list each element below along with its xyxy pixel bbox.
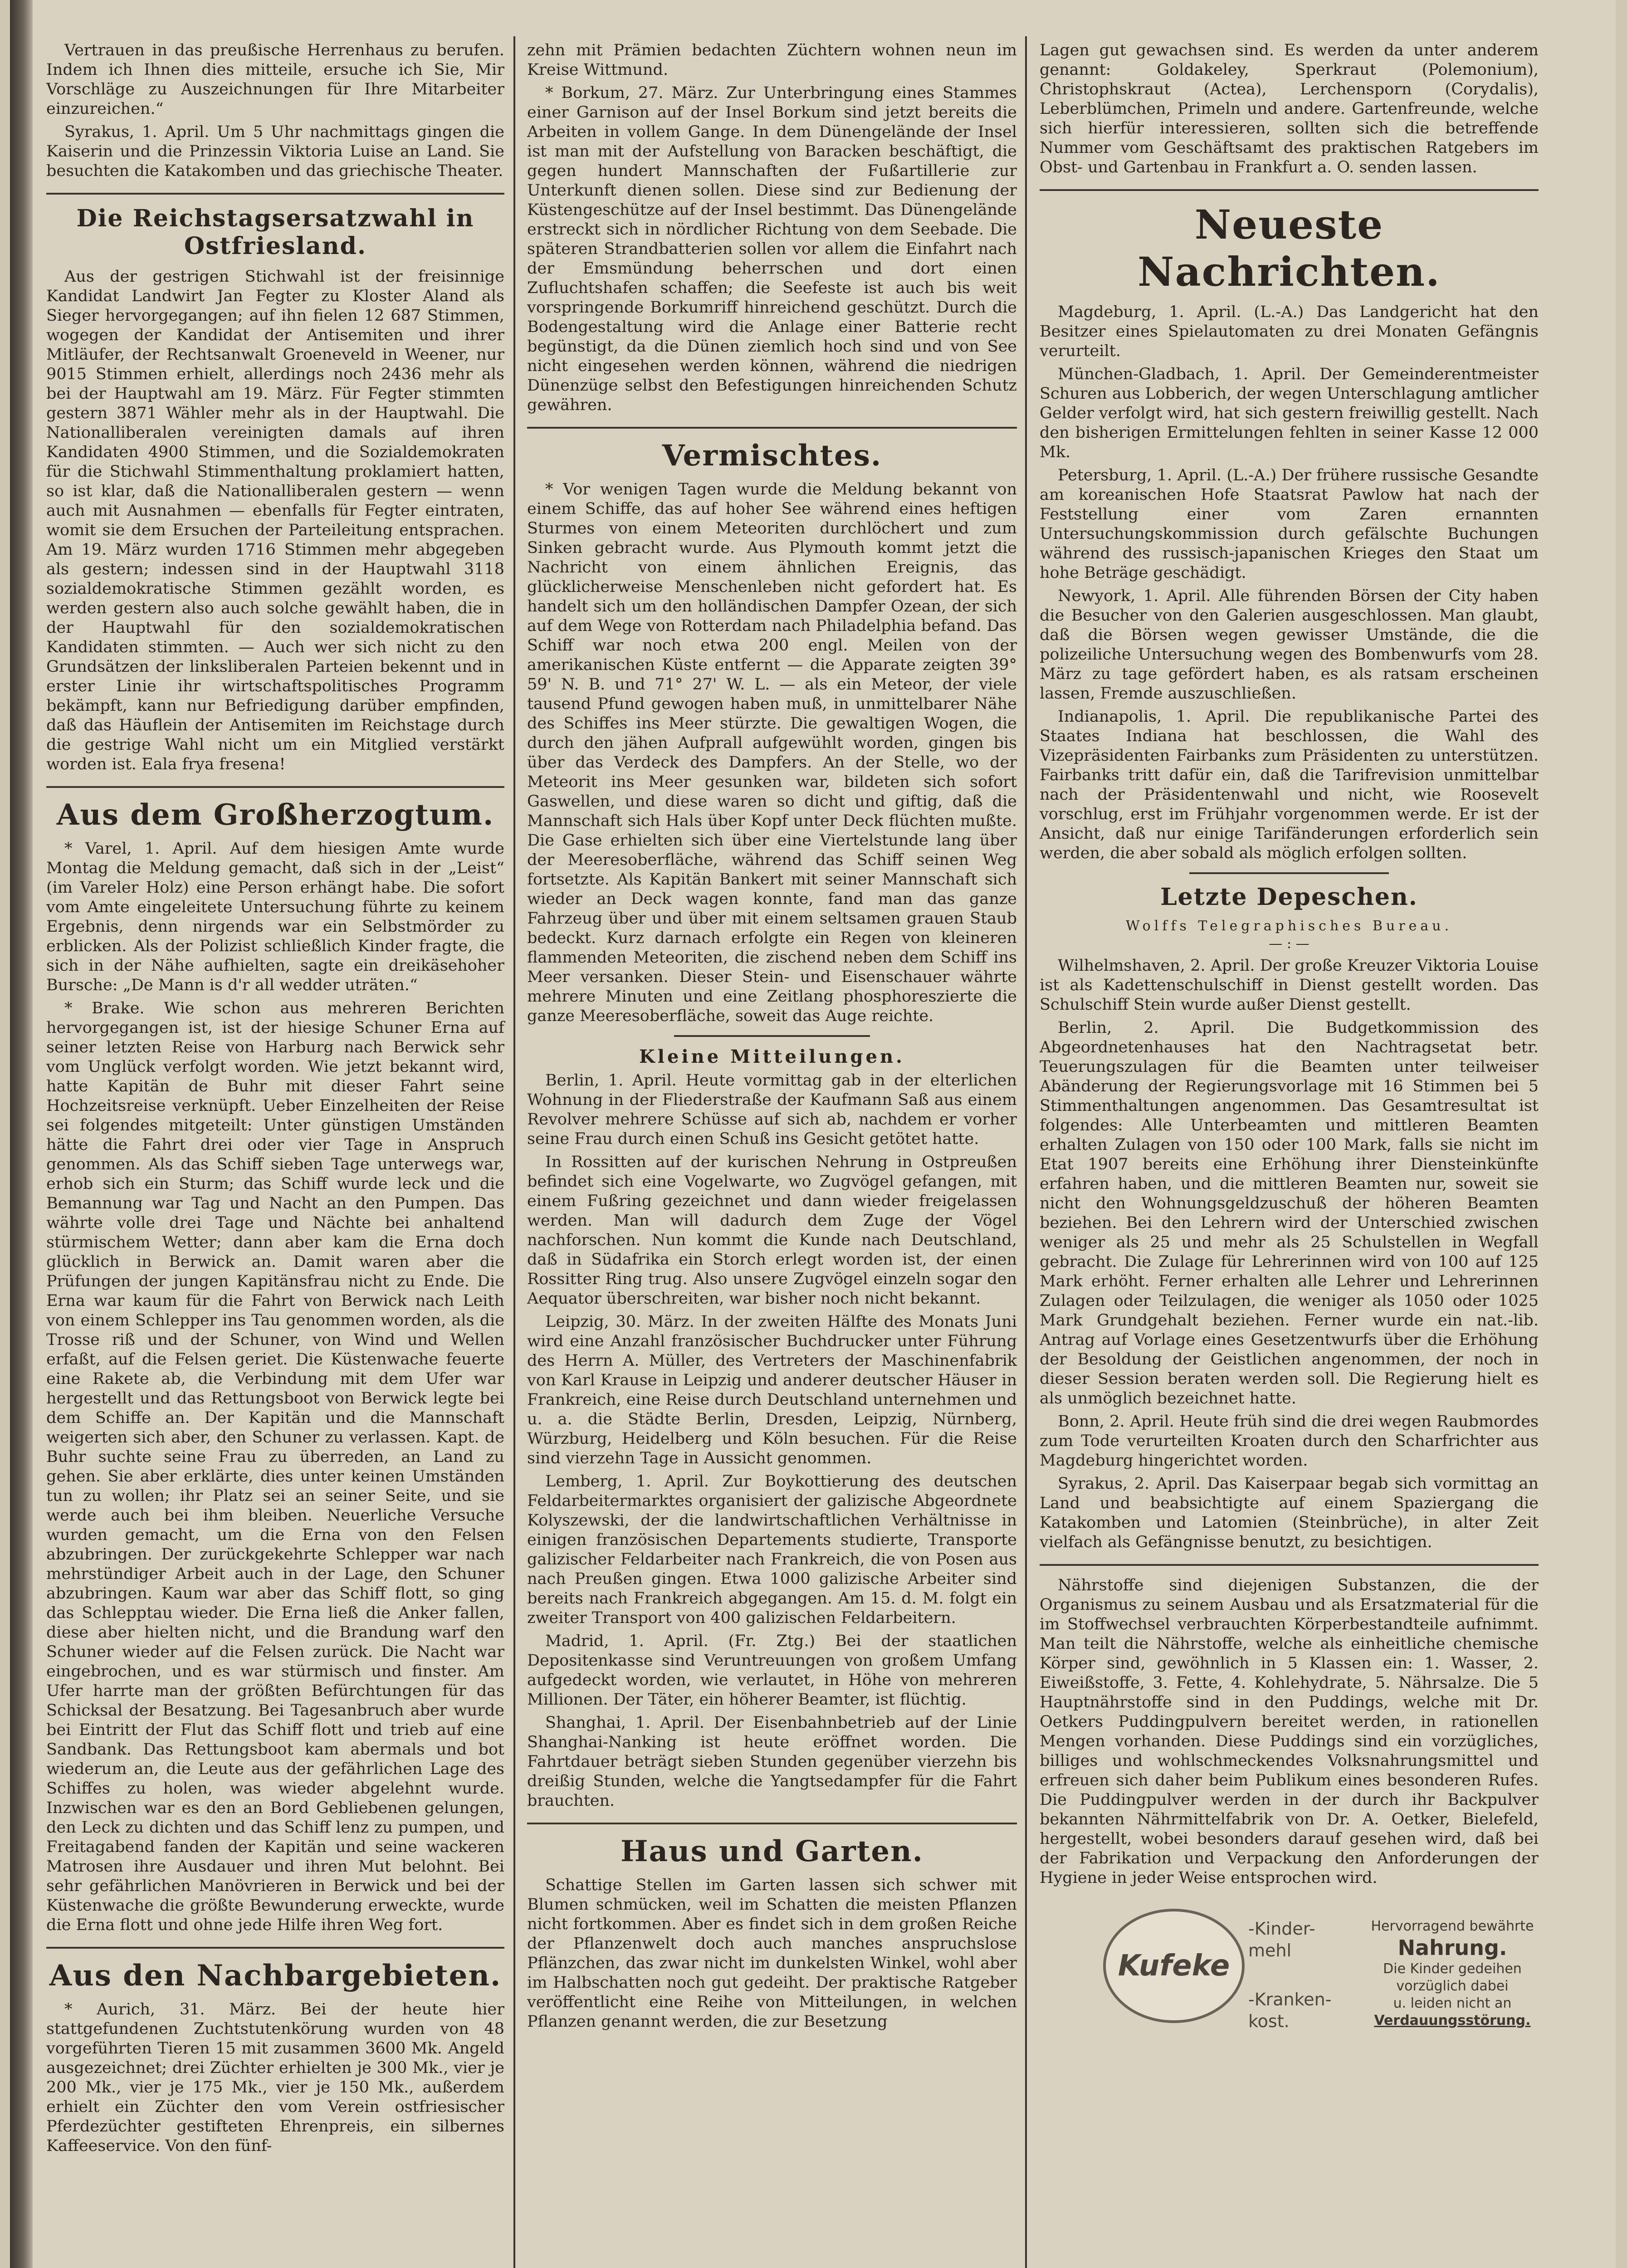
headline-nachbargebiete: Aus den Nachbargebieten. — [49, 1959, 502, 1993]
divider — [46, 193, 504, 195]
divider — [46, 1947, 504, 1949]
article-intro-1: Vertrauen in das preußische Herrenhaus zu berufen. Indem ich Ihnen dies mitteile, ersuche ich Sie, Mir Vorschläge zu Auszeichnungen für Ihre Mitarbeiter einzureichen.“ — [46, 41, 504, 118]
ad-word: -Kinder- — [1248, 1919, 1315, 1939]
divider — [1040, 1564, 1539, 1566]
ad-word: -Kranken- — [1248, 1989, 1332, 2009]
ad-slogan-line: u. leiden nicht an — [1393, 1995, 1512, 2011]
divider — [1040, 189, 1539, 191]
column-rule-2 — [1025, 36, 1027, 2268]
kufeke-advertisement — [1049, 1900, 1539, 2036]
column-3 — [1040, 41, 1539, 2036]
headline-vermischtes: Vermischtes. — [662, 439, 882, 473]
column-2 — [527, 41, 1017, 2035]
article-aurich: * Aurich, 31. März. Bei der heute hier stattgefundenen Zuchtstutenkörung wurden von 48 vorgeführten Tieren 15 mit zusammen 3600 Mk. Angeld ausgezeichnet; drei Züchter erhielten je 300 Mk., vier je 200 Mk., vier je 175 Mk., vier je 150 Mk., außerdem erhielt ein Züchter den vom Verein ostfriesischer Pferdezüchter gestifteten Ehrenpreis, ein silbernes Kaffeeservice. Von den fünf- — [46, 2000, 504, 2155]
article-shanghai: Shanghai, 1. April. Der Eisenbahnbetrieb auf der Linie Shanghai-Nanking ist heute eröffnet worden. Die Fahrtdauer beträgt sieben Stunden gegenüber vierzehn bis dreißig Stunden, welche die Yangtsedampfer für die Fahrt brauchten. — [527, 1714, 1017, 1810]
article-meteorit: * Vor wenigen Tagen wurde die Meldung bekannt von einem Schiffe, das auf hoher See während eines heftigen Sturmes von einem Meteoriten durchlöchert und zum Sinken gebracht wurde. Aus Plymouth kommt jetzt die Nachricht von einem ähnlichen Ereignis, das glücklicherweise Menschenleben nicht gefordert hat. Es handelt sich um den holländischen Dampfer Ozean, der sich auf dem Wege von Rotterdam nach Philadelphia befand. Das Schiff war noch etwa 200 engl. Meilen von der amerikanischen Küste entfernt — die Apparate zeigten 39° 59' N. B. und 71° 27' W. L. — als ein Meteor, der viele tausend Pfund gewogen haben muß, in unmittelbarer Nähe des Schiffes ins Meer stürzte. Die gewaltigen Wogen, die durch den jähen Aufprall aufgewühlt worden, gingen bis über das Verdeck des Dampfers. An der Stelle, wo der Meteorit ins Meer gesunken war, bildeten sich sofort Gaswellen, und diese waren so dicht und giftig, daß die Mannschaft sich Hals über Kopf unter Deck flüchten mußte. Die Gase erhielten sich über eine Viertelstunde lang über der Meeresoberfläche, während das Schiff seinen Weg fortsetzte. Als Kapitän Bankert mit seiner Mannschaft sich wieder an Deck wagen konnte, fand man das ganze Fahrzeug über und über mit einem seltsamen grauen Staub bedeckt. Kurz darnach erfolgte ein Regen von kleineren flammenden Meteoriten, die zischend neben dem Schiff ins Meer versanken. Dieser Stein- und Eisenschauer währte mehrere Minuten und eine Zeitlang phosphoreszierte die ganze Meeresoberfläche, soweit das Auge reichte. — [527, 480, 1017, 1025]
short-divider — [674, 1035, 870, 1037]
ad-word: mehl — [1248, 1941, 1292, 1960]
article-bonn: Bonn, 2. April. Heute früh sind die drei wegen Raubmordes zum Tode verurteilten Kroaten durch den Scharfrichter aus Magdeburg hingerichtet worden. — [1040, 1413, 1539, 1470]
divider — [527, 427, 1017, 429]
column-rule-1 — [513, 36, 515, 2268]
article-varel: * Varel, 1. April. Auf dem hiesigen Amte wurde Montag die Meldung gemacht, daß sich in der „Leist“ (im Vareler Holz) eine Person erhängt habe. Die sofort vom Amte eingeleitete Untersuchung führte zu keinem Ergebnis, denn nirgends war ein Selbstmörder zu erblicken. Als der Polizist schließlich Kinder fragte, die sich in der Nähe aufhielten, sagte ein dreikäsehoher Bursche: „De Mann is d'r all wedder uträten.“ — [46, 840, 504, 994]
ad-slogan-line: vorzüglich dabei — [1396, 1978, 1509, 1994]
divider — [46, 786, 504, 788]
newspaper-page — [10, 0, 1616, 2268]
divider — [527, 1823, 1017, 1824]
headline-reichstagswahl: Die Reichstagsersatzwahl in Ostfriesland. — [76, 205, 474, 260]
column-1 — [46, 41, 504, 2160]
headline-letzte-depeschen: Letzte Depeschen. — [1160, 883, 1418, 911]
ad-slogan — [1357, 1918, 1548, 2029]
ad-slogan-line: Die Kinder gedeihen — [1383, 1961, 1522, 1977]
article-syrakus: Syrakus, 2. April. Das Kaiserpaar begab sich vormittag an Land und beabsichtigte auf einem Spaziergang die Katakomben und Latomien (Steinbrüche), in alter Zeit vielfach als Gefängnisse benutzt, zu besichtigen. — [1040, 1475, 1539, 1551]
article-brake: * Brake. Wie schon aus mehreren Berichten hervorgegangen ist, ist der hiesige Schuner Erna auf seiner letzten Reise von Harburg nach Berwick sehr vom Unglück verfolgt worden. Wie jetzt bekannt wird, hatte Kapitän de Buhr mit dieser Fahrt seine Hochzeitsreise verknüpft. Ueber Einzelheiten der Reise sei folgendes mitgeteilt: Unter günstigen Umständen hätte die Fahrt drei oder vier Tage in Anspruch genommen. Als das Schiff sieben Tage unterwegs war, erhob sich ein Sturm; das Schiff wurde leck und die Bemannung war Tag und Nacht an den Pumpen. Das währte volle drei Tage und Nächte bei anhaltend stürmischem Wetter; dann aber kam die Erna doch glücklich in Berwick an. Damit waren aber die Prüfungen der jungen Kapitänsfrau nicht zu Ende. Die Erna war kaum für die Fahrt von Berwick nach Leith von einem Schlepper ins Tau genommen worden, als die Trosse riß und der Schuner, von Wind und Wellen erfaßt, auf die Felsen geriet. Die Küstenwache feuerte eine Rakete ab, die Verbindung mit dem Ufer war hergestellt und das Rettungsboot von Berwick legte bei dem Schiffe an. Der Kapitän und die Mannschaft weigerten sich aber, den Schuner zu verlassen. Kapt. de Buhr suchte seine Frau zu überreden, an Land zu gehen. Sie aber erklärte, dies unter keinen Umständen tun zu wollen; ihr Platz sei an seiner Seite, und sie werde auch bei ihm bleiben. Neuerliche Versuche wurden gemacht, um die Erna von den Felsen abzubringen. Der zurückgekehrte Schlepper war nach mehrstündiger Arbeit auch in der Lage, den Schuner abzubringen. Kaum war aber das Schiff flott, so ging das Schlepptau wieder. Die Erna ließ die Anker fallen, diese aber hielten nicht, und die Brandung warf den Schuner wieder auf die Felsen zurück. Die Nacht war eingebrochen, und es war stürmisch und finster. Am Ufer harrte man der größten Befürchtungen für das Schicksal der Besatzung. Bei Tagesanbruch aber wurde bei Eintritt der Flut das Schiff flott und trieb auf eine Sandbank. Das Rettungsboot kam abermals und bot wiederum an, die Leute aus der gefährlichen Lage des Schiffes zu holen, was wieder abgelehnt wurde. Inzwischen war es den an Bord Gebliebenen gelungen, den Leck zu dichten und das Schiff lenz zu pumpen, und Freitagabend fanden der Kapitän und seine wackeren Matrosen ihre Ausdauer und ihren Mut belohnt. Bei sehr gefährlichen Manövrieren in Berwick und bei der Küstenwache die größte Bewunderung erweckte, wurde die Erna flott und ohne jede Hilfe ihren Weg fort. — [46, 999, 504, 1934]
article-indianapolis: Indianapolis, 1. April. Die republikanische Partei des Staates Indiana hat beschlossen, die Wahl des Vizepräsidenten Fairbanks zum Präsidenten zu unterstützen. Fairbanks tritt dafür ein, daß die Tarifrevision unmittelbar nach der Präsidentenwahl und nicht, wie Roosevelt vorschlug, erst im Frühjahr vorgenommen werde. Er ist der Ansicht, daß nur einige Tarifänderungen erforderlich sein werden, die aber sobald als möglich erfolgen sollten. — [1040, 708, 1539, 862]
article-garten-continued: Lagen gut gewachsen sind. Es werden da unter anderem genannt: Goldakeley, Sperkraut (Polemonium), Christophskraut (Actea), Lerchensporn (Corydalis), Leberblümchen, Primeln und andere. Gartenfreunde, welche sich hierfür interessieren, sollten sich die betreffende Nummer vom Geschäftsamt des praktischen Ratgebers im Obst- und Gartenbau in Frankfurt a. O. senden lassen. — [1040, 41, 1539, 176]
ad-product-names — [1248, 1918, 1339, 2032]
headline-grossherzogtum: Aus dem Großherzogtum. — [56, 798, 494, 832]
headline-neueste-nachrichten: Neueste Nachrichten. — [1138, 201, 1441, 295]
ad-slogan-line: Verdauungsstörung. — [1374, 2013, 1531, 2028]
headline-kleine-mitteilungen: Kleine Mitteilungen. — [639, 1046, 905, 1067]
ad-word: kost. — [1248, 2011, 1290, 2031]
headline-haus-garten: Haus und Garten. — [621, 1834, 923, 1868]
article-rossitten: In Rossitten auf der kurischen Nehrung in Ostpreußen befindet sich eine Vogelwarte, wo Zugvögel gefangen, mit einem Fußring gezeichnet und dann wieder freigelassen werden. Man will dadurch dem Zuge der Vögel nachforschen. Nun kommt die Kunde nach Deutschland, daß in Südafrika ein Storch erlegt worden ist, der einen Rossitter Ring trug. Also unsere Zugvögel einzeln sogar den Aequator überschreiten, war bisher noch nicht bekannt. — [527, 1153, 1017, 1308]
article-intro-2: Syrakus, 1. April. Um 5 Uhr nachmittags gingen die Kaiserin und die Prinzessin Viktoria Luise an Land. Sie besuchten die Katakomben und das griechische Theater. — [46, 123, 504, 180]
article-berlin: Berlin, 1. April. Heute vormittag gab in der elterlichen Wohnung in der Fliederstraße der Kaufmann Saß aus einem Revolver mehrere Schüsse auf sich ab, nachdem er vorher seine Frau durch einen Schuß ins Gesicht getötet hatte. — [527, 1071, 1017, 1148]
article-magdeburg: Magdeburg, 1. April. (L.-A.) Das Landgericht hat den Besitzer eines Spielautomaten zu drei Monaten Gefängnis verurteilt. — [1040, 303, 1539, 360]
separator-mark: — : — — [1269, 936, 1309, 952]
short-divider — [1189, 872, 1389, 874]
kufeke-logo: Kufeke — [1103, 1909, 1245, 2023]
article-muenchen-gladbach: München-Gladbach, 1. April. Der Gemeinderentmeister Schuren aus Lobberich, der wegen Unterschlagung amtlicher Gelder verfolgt wird, hat sich gestern freiwillig gestellt. Nach den bisherigen Ermittelungen fehlten in seiner Kasse 12 000 Mk. — [1040, 365, 1539, 461]
article-continued: zehn mit Prämien bedachten Züchtern wohnen neun im Kreise Wittmund. — [527, 41, 1017, 79]
article-leipzig: Leipzig, 30. März. In der zweiten Hälfte des Monats Juni wird eine Anzahl französischer Buchdrucker unter Führung des Herrn A. Müller, des Vertreters der Maschinenfabrik von Karl Krause in Leipzig und anderer deutscher Häuser in Frankreich, eine Reise durch Deutschland unternehmen und u. a. die Städte Berlin, Dresden, Leipzig, Nürnberg, Würzburg, Heidelberg und Köln besuchen. Für die Reise sind vierzehn Tage in Aussicht genommen. — [527, 1313, 1017, 1467]
ad-spacer — [1248, 1961, 1339, 1989]
article-madrid: Madrid, 1. April. (Fr. Ztg.) Bei der staatlichen Depositenkasse sind Veruntreuungen von großem Umfang aufgedeckt worden, wie verlautet, in Höhe von mehreren Millionen. Der Täter, ein höherer Beamter, ist flüchtig. — [527, 1632, 1017, 1709]
book-binding-edge — [10, 0, 33, 2268]
article-garten: Schattige Stellen im Garten lassen sich schwer mit Blumen schmücken, weil im Schatten die meisten Pflanzen nicht fortkommen. Aber es findet sich in dem großen Reiche der Pflanzenwelt doch auch manches anspruchslose Pflänzchen, das zwar nicht im dunkelsten Winkel, wohl aber im Halbschatten noch gut gedeiht. Der praktische Ratgeber veröffentlicht eine Reihe von Mitteilungen, in welchen Pflanzen genannt werden, die zur Besetzung — [527, 1876, 1017, 2031]
ad-slogan-line: Hervorragend bewährte — [1371, 1918, 1534, 1934]
article-lemberg: Lemberg, 1. April. Zur Boykottierung des deutschen Feldarbeitermarktes organisiert der galizische Abgeordnete Kolyszewski, der die landwirtschaftlichen Verhältnisse in einigen französischen Departements studierte, Transporte galizischer Feldarbeiter nach Frankreich, die von Posen aus nach Preußen gingen. Etwa 1000 galizische Arbeiter sind bereits nach Frankreich abgegangen. Am 15. d. M. folgt ein zweiter Transport von 400 galizischen Feldarbeitern. — [527, 1472, 1017, 1627]
article-wilhelmshaven: Wilhelmshaven, 2. April. Der große Kreuzer Viktoria Louise ist als Kadettenschulschiff in Dienst gestellt worden. Das Schulschiff Stein wurde außer Dienst gestellt. — [1040, 957, 1539, 1014]
article-reichstagswahl: Aus der gestrigen Stichwahl ist der freisinnige Kandidat Landwirt Jan Fegter zu Kloster Aland als Sieger hervorgegangen; auf ihn fielen 12 687 Stimmen, wogegen der Kandidat der Antisemiten und ihrer Mitläufer, der Rechtsanwalt Groeneveld in Weener, nur 9015 Stimmen erhielt, allerdings noch 2436 mehr als bei der Hauptwahl am 19. März. Für Fegter stimmten gestern 3871 Wähler mehr als in der Hauptwahl. Die Nationalliberalen vereinigten damals auf ihren Kandidaten 4900 Stimmen, und die Sozialdemokraten für die Stichwahl Stimmenthaltung proklamiert hatten, so ist klar, daß die Nationalliberalen gestern — wenn auch mit Ausnahmen — ebenfalls für Fegter eintraten, womit sie dem Ersuchen der Parteileitung entsprachen. Am 19. März wurden 1716 Stimmen mehr abgegeben als gestern; indessen sind in der Hauptwahl 3118 sozialdemokratische Stimmen gezählt worden, es werden gestern also auch solche gewählt haben, die in der Hauptwahl für den sozialdemokratischen Kandidaten stimmten. — Auch wer sich nicht zu den Grundsätzen der linksliberalen Parteien bekennt und in erster Linie ihr wirtschaftspolitisches Programm bekämpft, kann nur Befriedigung darüber empfinden, daß das Häuflein der Antisemiten im Reichstage durch die gestrige Wahl nicht um ein Mitglied verstärkt worden ist. Eala frya fresena! — [46, 268, 504, 773]
ad-slogan-headline: Nahrung. — [1397, 1936, 1507, 1960]
article-petersburg: Petersburg, 1. April. (L.-A.) Der frühere russische Gesandte am koreanischen Hofe Staatsrat Pawlow hat nach der Feststellung einer vom Zaren ernannten Untersuchungskommission durch gefälschte Buchungen während des russisch-japanischen Krieges den Staat um hohe Beträge geschädigt. — [1040, 466, 1539, 582]
wire-service-byline: Wolffs Telegraphisches Bureau. — [1125, 918, 1453, 934]
article-borkum: * Borkum, 27. März. Zur Unterbringung eines Stammes einer Garnison auf der Insel Borkum sind jetzt bereits die Arbeiten in vollem Gange. In dem Dünengelände der Insel ist man mit der Aufstellung von Baracken beschäftigt, die gegen hundert Mannschaften der Fußartillerie zur Unterkunft dienen sollen. Diese sind zur Bedienung der Küstengeschütze auf der Insel bestimmt. Das Dünengelände erstreckt sich in nördlicher Richtung von dem Seebade. Die späteren Strandbatterien sollen vor allem die Einfahrt nach der Emsmündung beherrschen und dort einen Zufluchtshafen schaffen; die Seefeste ist auch bis weit vorspringende Borkumriff hinreichend geschützt. Durch die Bodengestaltung wird die Anlage einer Batterie recht begünstigt, da die Dünen ziemlich hoch sind und von See nicht eingesehen werden können, während die niedrigen Dünenzüge selbst den Befestigungen hinreichenden Schutz gewähren. — [527, 84, 1017, 414]
article-newyork: Newyork, 1. April. Alle führenden Börsen der City haben die Besucher von den Galerien ausgeschlossen. Man glaubt, daß die Börsen wegen gewisser Umstände, die die polizeiliche Untersuchung wegen des Bombenwurfs vom 28. März zu tage gefördert haben, es als ratsam erscheinen lassen, Fremde auszuschließen. — [1040, 587, 1539, 703]
article-naehrstoffe: Nährstoffe sind diejenigen Substanzen, die der Organismus zu seinem Ausbau und als Ersatzmaterial für die im Stoffwechsel verbrauchten Körperbestandteile aufnimmt. Man teilt die Nährstoffe, welche als einheitliche chemische Körper sind, gewöhnlich in 5 Klassen ein: 1. Wasser, 2. Eiweißstoffe, 3. Fette, 4. Kohlehydrate, 5. Nährsalze. Die 5 Hauptnährstoffe sind in den Puddings, welche mit Dr. Oetkers Puddingpulvern bereitet werden, in rationellen Mengen vorhanden. Diese Puddings sind ein vorzügliches, billiges und wohlschmeckendes Volksnahrungsmittel und erfreuen sich daher beim Publikum eines besonderen Rufes. Die Puddingpulver werden in der durch ihr Backpulver bekannten Nährmittelfabrik von Dr. A. Oetker, Bielefeld, hergestellt, wobei besonders darauf gesehen wird, daß bei der Fabrikation und Verpackung den Anforderungen der Hygiene in jeder Weise entsprochen wird. — [1040, 1576, 1539, 1887]
article-berlin-budget: Berlin, 2. April. Die Budgetkommission des Abgeordnetenhauses hat den Nachtragsetat betr. Teuerungszulagen für die Beamten unter teilweiser Abänderung der Regierungsvorlage mit 16 Stimmen bei 5 Stimmenthaltungen angenommen. Das Gesamtresultat ist folgendes: Alle Unterbeamten und mittleren Beamten erhalten Zulagen von 150 oder 100 Mark, falls sie nicht im Etat 1907 bereits eine Erhöhung ihrer Diensteinkünfte erfahren haben, und die mittleren Beamten nur, soweit sie nicht den Wohnungsgeldzuschuß der höheren Beamten beziehen. Bei den Lehrern wird der Unterschied zwischen weniger als 25 und mehr als 25 Schulstellen in Wegfall gebracht. Die Zulage für Lehrerinnen wird von 100 auf 125 Mark erhöht. Ferner erhalten alle Lehrer und Lehrerinnen Zulagen oder Teilzulagen, die weniger als 1050 oder 1025 Mark Grundgehalt beziehen. Ferner wurde ein nat.-lib. Antrag auf Vorlage eines Gesetzentwurfs über die Erhöhung der Besoldung der Geistlichen angenommen, der noch in dieser Session beraten werden soll. Die Regierung hielt es als unmöglich bezeichnet hatte. — [1040, 1019, 1539, 1408]
